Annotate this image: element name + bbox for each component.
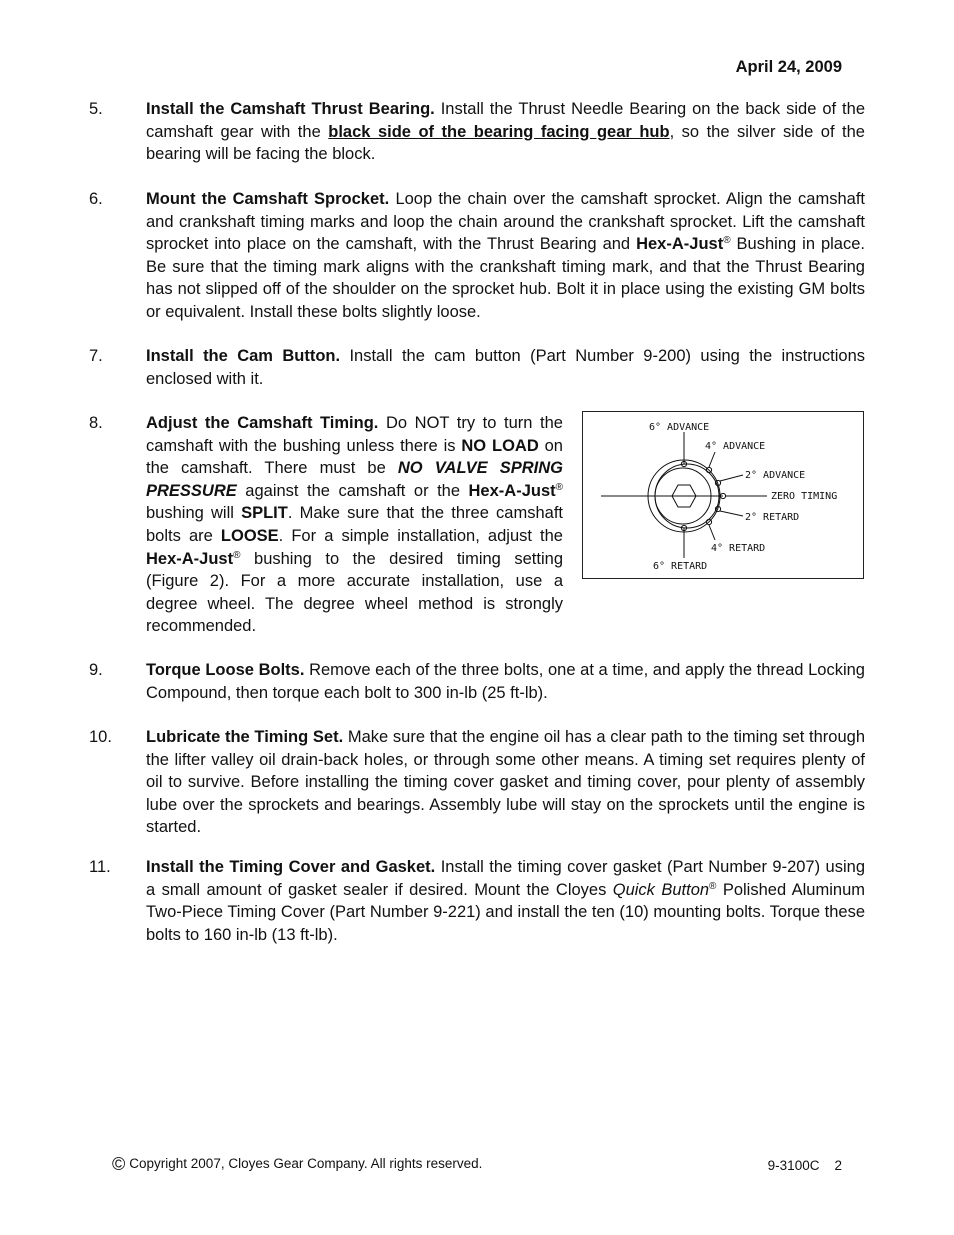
step-title: Mount the Camshaft Sprocket. (146, 190, 390, 208)
step-5 (89, 98, 865, 166)
step-body (146, 659, 865, 704)
registered-mark: ® (233, 549, 241, 561)
document-date: April 24, 2009 (735, 58, 842, 76)
step-number: 11. (89, 858, 111, 876)
step-text: Do NOT try to turn the camshaft with the bushing unless there is (146, 414, 563, 455)
step-6 (89, 188, 865, 324)
label-zero-timing: ZERO TIMING (771, 491, 838, 502)
step-title: Install the Cam Button. (146, 347, 341, 365)
label-4-retard: 4° RETARD (711, 543, 766, 554)
step-11 (89, 856, 865, 946)
step-7 (89, 345, 865, 390)
registered-mark: ® (709, 880, 717, 892)
step-number: 5. (89, 100, 103, 118)
step-text: Polished Aluminum Two-Piece Timing Cover (Part Number 9-221) and install the ten (10) mounting bolts. Torque these bolts to 160 in-lb (13 ft-lb). (146, 880, 865, 944)
step-text: , so the silver side of the bearing will be facing the block. (146, 122, 865, 164)
step-number: 7. (89, 347, 103, 365)
step-9 (89, 659, 865, 704)
step-text: Make sure that the engine oil has a clear path to the timing set through the lifter valley oil drain-back holes, or through some other means. A timing set requires plenty of oil to survive. Before installing the timing cover gasket and timing cover, pour plenty of assembly lube over the sprockets and bearings. Assembly lube will stay on the sprockets until the engine is started. (146, 728, 865, 837)
copyright-symbol: © (112, 1154, 126, 1174)
brand-name: Hex-A-Just (636, 235, 724, 254)
step-text: Install the cam button (Part Number 9-200) using the instructions enclosed with it. (146, 347, 865, 388)
step-text: Remove each of the three bolts, one at a time, and apply the thread Locking Compound, then torque each bolt to 300 in-lb (25 ft-lb). (146, 661, 865, 702)
label-2-advance: 2° ADVANCE (745, 470, 806, 481)
step-text: bushing to the desired timing setting (Figure 2). For a more accurate installation, use a degree wheel. The degree wheel method is strongly recommended. (146, 549, 563, 636)
product-name: Quick Button (612, 880, 710, 899)
copyright (112, 1154, 482, 1175)
step-number: 6. (89, 190, 103, 208)
step-title: Install the Camshaft Thrust Bearing. (146, 100, 435, 118)
step-body (146, 856, 865, 946)
step-body (146, 98, 865, 166)
emphasis-underlined: black side of the bearing facing gear hub (328, 122, 670, 141)
step-title: Adjust the Camshaft Timing. (146, 414, 379, 432)
step-title: Lubricate the Timing Set. (146, 728, 344, 746)
step-text: against the camshaft or the (236, 481, 469, 500)
step-body (146, 726, 865, 839)
step-title: Install the Timing Cover and Gasket. (146, 858, 436, 876)
doc-reference (768, 1158, 842, 1173)
step-number: 8. (89, 414, 103, 432)
emphasis-bold: SPLIT (241, 504, 288, 523)
step-text: Bushing in place. Be sure that the timing mark aligns with the crankshaft timing mark, and that the Thrust Bearing has not slipped off of the shoulder on the sprocket hub. Bolt it in place using the existing GM bolts or equivalent. Install these bolts slightly loose. (146, 235, 865, 321)
label-4-advance: 4° ADVANCE (705, 441, 766, 452)
step-text: on the camshaft. There must be (146, 436, 563, 478)
step-title: Torque Loose Bolts. (146, 661, 305, 679)
label-2-retard: 2° RETARD (745, 512, 800, 523)
registered-mark: ® (555, 481, 563, 493)
step-text: Install the Thrust Needle Bearing on the back side of the camshaft gear with the (146, 100, 865, 141)
step-number: 10. (89, 728, 112, 746)
step-body (146, 345, 865, 390)
step-body (146, 412, 563, 638)
step-text: Install the timing cover gasket (Part Number 9-207) using a small amount of gasket sealer if desired. Mount the Cloyes (146, 858, 865, 899)
emphasis-bold-italic: NO VALVE SPRING PRESSURE (146, 459, 563, 500)
label-6-advance: 6° ADVANCE (649, 422, 710, 433)
page-number: 2 (834, 1158, 842, 1173)
registered-mark: ® (723, 235, 731, 247)
copyright-text: Copyright 2007, Cloyes Gear Company. All rights reserved. (129, 1156, 483, 1171)
brand-name: Hex-A-Just (146, 549, 234, 568)
doc-number: 9-3100C (767, 1158, 820, 1173)
step-body (146, 188, 865, 324)
step-text: . Make sure that the three camshaft bolts are (146, 504, 564, 545)
step-text: . For a simple installation, adjust the (278, 526, 563, 545)
step-text: Loop the chain over the camshaft sprocket. Align the camshaft and crankshaft timing marks and loop the chain around the crankshaft sprocket. Lift the camshaft sprocket into place on the camshaft, with the Thrust Bearing and (146, 190, 865, 254)
step-number: 9. (89, 661, 103, 679)
emphasis-bold: NO LOAD (461, 436, 539, 455)
timing-diagram (582, 411, 864, 579)
label-6-retard: 6° RETARD (653, 561, 708, 572)
emphasis-bold: LOOSE (220, 526, 279, 545)
step-10 (89, 726, 865, 839)
brand-name: Hex-A-Just (468, 481, 556, 500)
step-text: bushing will (146, 504, 242, 523)
timing-diagram-drawing (583, 412, 865, 580)
